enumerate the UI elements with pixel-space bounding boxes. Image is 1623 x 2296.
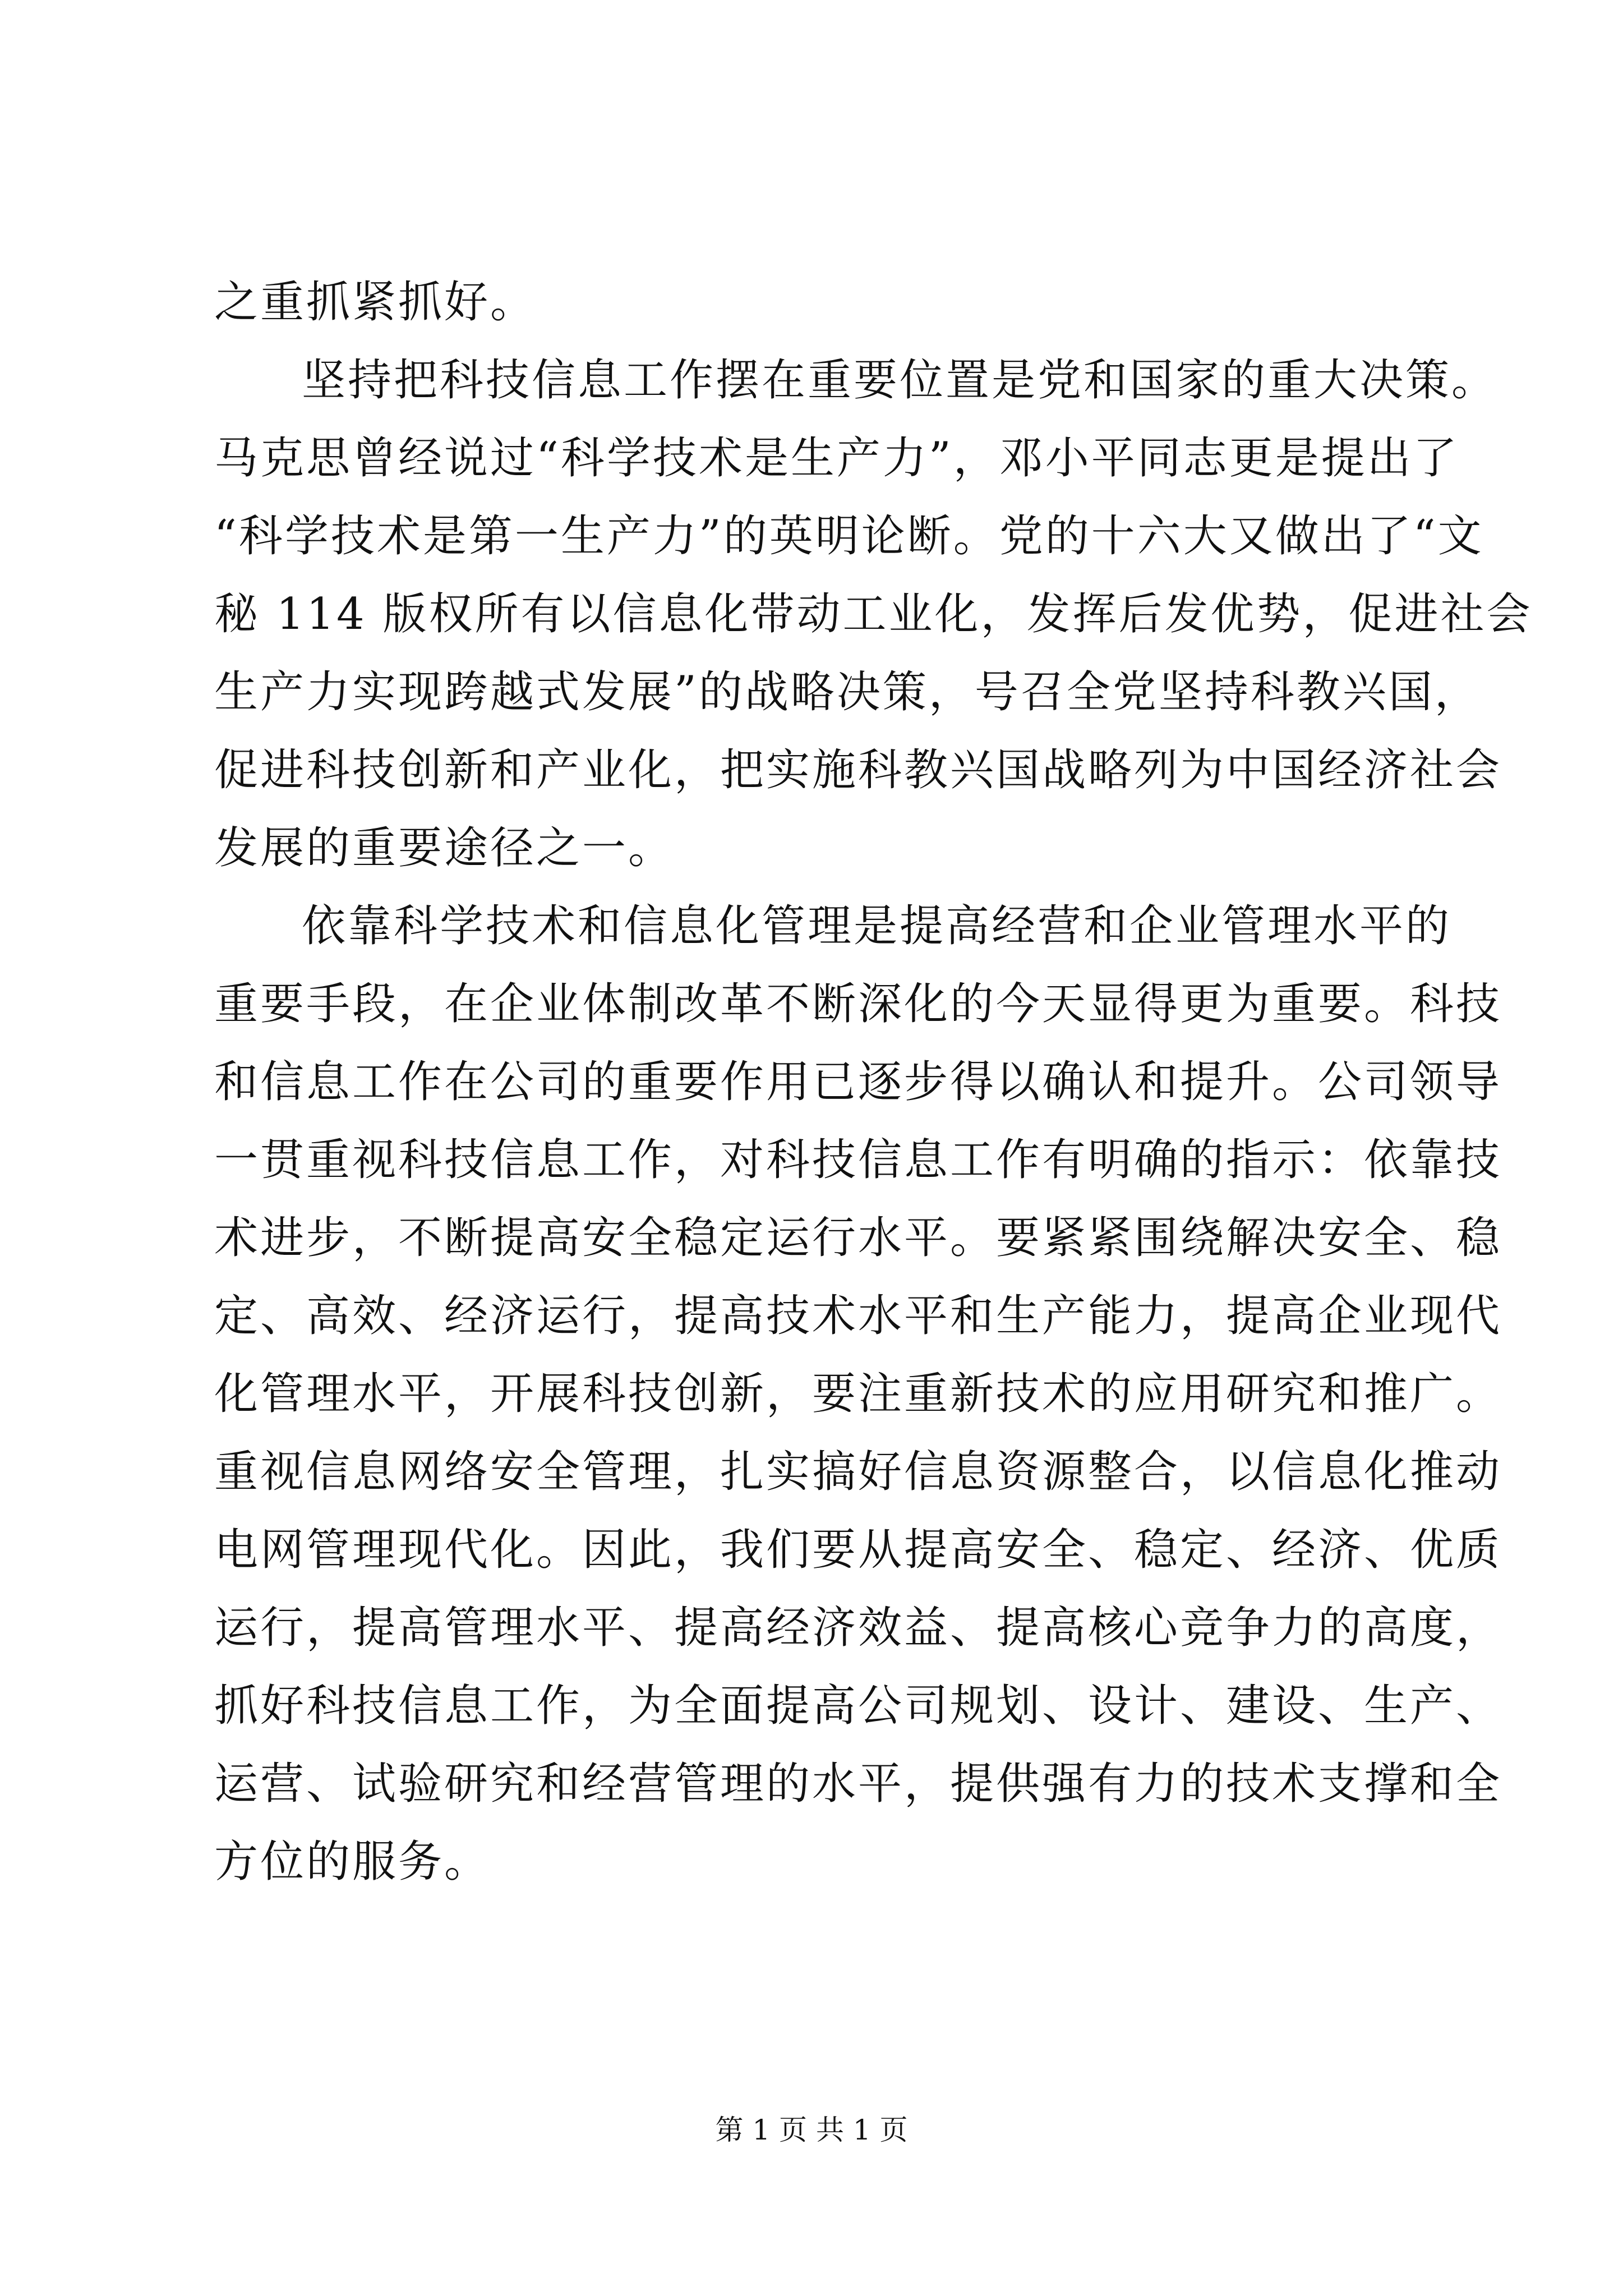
paragraph-line: 运营、试验研究和经营管理的水平，提供强有力的技术支撑和全 <box>214 1759 1502 1809</box>
paragraph-1 <box>214 264 1414 342</box>
paragraph-line: 重要手段，在企业体制改革不断深化的今天显得更为重要。科技 <box>214 979 1502 1029</box>
paragraph-line: 定、高效、经济运行，提高技术水平和生产能力，提高企业现代 <box>214 1291 1502 1341</box>
paragraph-line: 运行，提高管理水平、提高经济效益、提高核心竞争力的高度， <box>214 1603 1502 1653</box>
paragraph-line: 抓好科技信息工作，为全面提高公司规划、设计、建设、生产、 <box>214 1681 1502 1731</box>
paragraph-line: 之重抓紧抓好。 <box>214 277 537 328</box>
paragraph-line: 方位的服务。 <box>214 1837 491 1887</box>
page-number-indicator: 第 1 页 共 1 页 <box>715 2114 908 2146</box>
paragraph-2 <box>214 342 1533 887</box>
paragraph-line: 马克思曾经说过“科学技术是生产力”，邓小平同志更是提出了 <box>214 433 1459 484</box>
paragraph-line: “科学技术是第一生产力”的英明论断。党的十六大又做出了“文 <box>214 511 1484 562</box>
paragraph-3 <box>214 887 1502 1901</box>
paragraph-line: 一贯重视科技信息工作，对科技信息工作有明确的指示：依靠技 <box>214 1135 1502 1185</box>
paragraph-line: 电网管理现代化。因此，我们要从提高安全、稳定、经济、优质 <box>214 1525 1502 1575</box>
paragraph-line: 重视信息网络安全管理，扎实搞好信息资源整合，以信息化推动 <box>214 1447 1502 1497</box>
paragraph-line: 术进步，不断提高安全稳定运行水平。要紧紧围绕解决安全、稳 <box>214 1213 1502 1263</box>
paragraph-line: 发展的重要途径之一。 <box>214 823 675 873</box>
page-footer <box>0 2112 1623 2148</box>
paragraph-line: 促进科技创新和产业化，把实施科教兴国战略列为中国经济社会 <box>214 745 1502 795</box>
paragraph-line: 秘 114 版权所有以信息化带动工业化，发挥后发优势，促进社会 <box>214 589 1533 639</box>
paragraph-line: 和信息工作在公司的重要作用已逐步得以确认和提升。公司领导 <box>214 1057 1502 1107</box>
paragraph-line: 坚持把科技信息工作摆在重要位置是党和国家的重大决策。 <box>302 355 1498 406</box>
paragraph-line: 生产力实现跨越式发展”的战略决策，号召全党坚持科教兴国， <box>214 667 1481 717</box>
paragraph-line: 化管理水平，开展科技创新，要注重新技术的应用研究和推广。 <box>214 1369 1502 1419</box>
paragraph-line: 依靠科学技术和信息化管理是提高经营和企业管理水平的 <box>302 901 1452 951</box>
document-body <box>214 264 1533 1901</box>
